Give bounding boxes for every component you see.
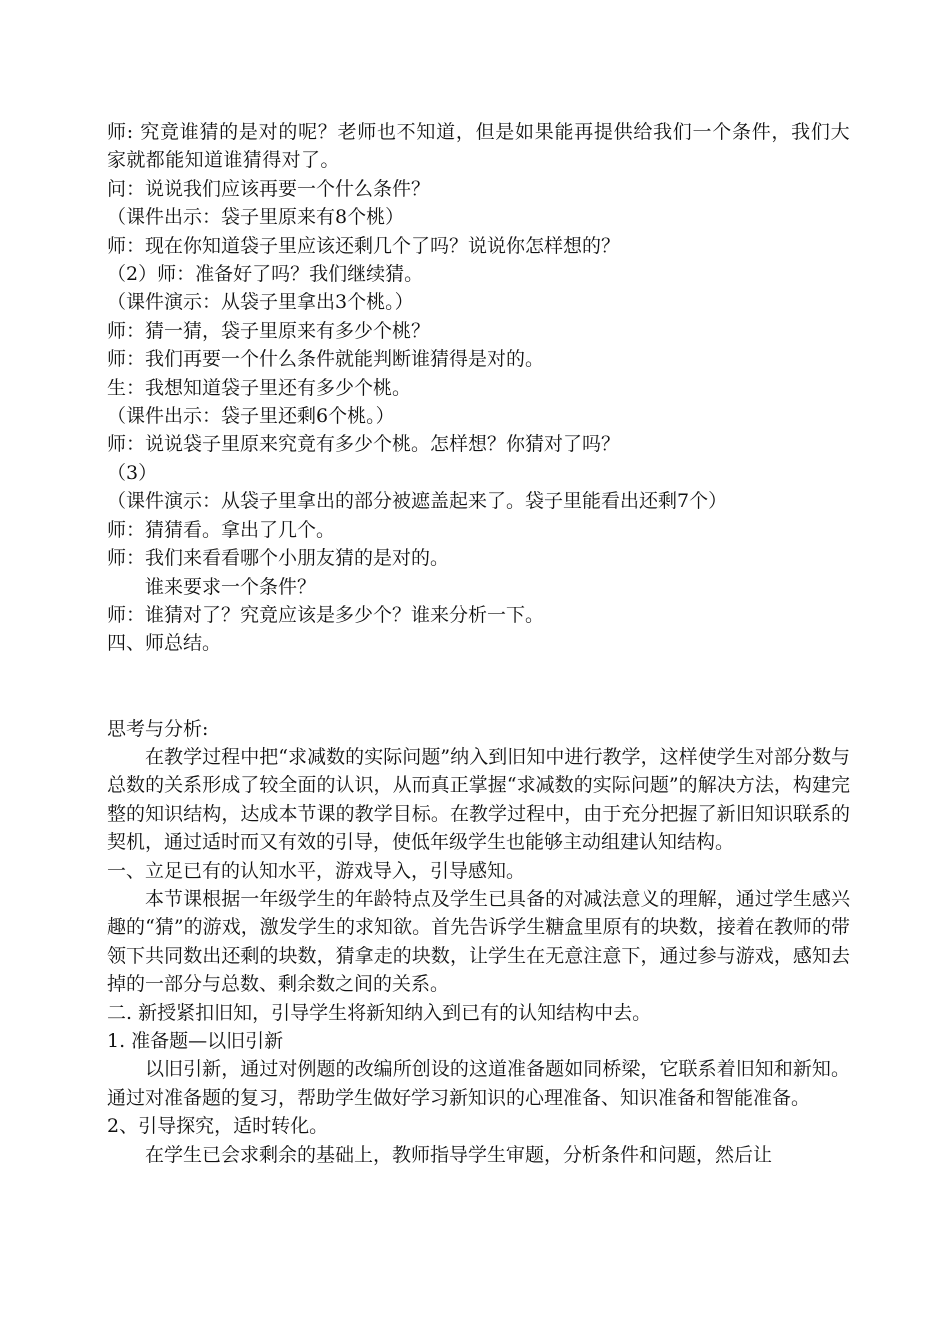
section-heading: 四、师总结。	[107, 632, 222, 655]
dialogue-line: 师：谁猜对了？究竟应该是多少个？谁来分析一下。	[107, 603, 545, 626]
dialogue-line: 师: 究竟谁猜的是对的呢？老师也不知道，但是如果能再提供给我们一个条件，我们大家就都能知道谁猜得对了。	[107, 121, 850, 172]
analysis-paragraph: 在学生已会求剩余的基础上，教师指导学生审题，分析条件和问题，然后让	[145, 1143, 773, 1166]
dialogue-line: （课件出示：袋子里原来有8个桃）	[107, 206, 405, 229]
dialogue-line: （课件出示：袋子里还剩6个桃。）	[107, 405, 395, 428]
dialogue-line: 师：现在你知道袋子里应该还剩几个了吗？说说你怎样想的？	[107, 234, 621, 257]
document-body	[107, 118, 850, 1169]
analysis-paragraph: 以旧引新，通过对例题的改编所创设的这道准备题如同桥梁，它联系着旧知和新知。通过对准备题的复习，帮助学生做好学习新知识的心理准备、知识准备和智能准备。	[107, 1058, 850, 1109]
analysis-point-title: 一、立足已有的认知水平，游戏导入，引导感知。	[107, 859, 526, 882]
blank-space	[107, 658, 850, 715]
dialogue-line: （2）师：准备好了吗？我们继续猜。	[107, 263, 424, 286]
dialogue-line: 问：说说我们应该再要一个什么条件？	[107, 177, 431, 200]
dialogue-line: （课件演示：从袋子里拿出的部分被遮盖起来了。袋子里能看出还剩7个）	[107, 490, 728, 513]
dialogue-line: 师：猜猜看。拿出了几个。	[107, 518, 336, 541]
analysis-heading: 思考与分析:	[107, 717, 209, 740]
analysis-subtitle: 1. 准备题—以旧引新	[107, 1029, 284, 1052]
dialogue-line: 师：我们再要一个什么条件就能判断谁猜得是对的。	[107, 348, 545, 371]
dialogue-line: 谁来要求一个条件？	[145, 575, 317, 598]
analysis-subtitle: 2、引导探究，适时转化。	[107, 1115, 329, 1138]
analysis-point-title: 二. 新授紧扣旧知，引导学生将新知纳入到已有的认知结构中去。	[107, 1001, 652, 1024]
dialogue-line: 师：说说袋子里原来究竟有多少个桃。怎样想？你猜对了吗？	[107, 433, 621, 456]
dialogue-line: 师：猜一猜，袋子里原来有多少个桃？	[107, 319, 431, 342]
dialogue-line: 生：我想知道袋子里还有多少个桃。	[107, 376, 412, 399]
dialogue-line: （课件演示：从袋子里拿出3个桃。）	[107, 291, 414, 314]
dialogue-line: （3）	[107, 461, 158, 484]
analysis-paragraph: 本节课根据一年级学生的年龄特点及学生已具备的对减法意义的理解，通过学生感兴趣的“猜”的游戏，激发学生的求知欲。首先告诉学生糖盒里原有的块数，接着在教师的带领下共同数出还剩的块数，猜拿走的块数，让学生在无意注意下，通过参与游戏，感知去掉的一部分与总数、剩余数之间的关系。	[107, 887, 850, 996]
dialogue-line: 师：我们来看看哪个小朋友猜的是对的。	[107, 547, 450, 570]
analysis-paragraph: 在教学过程中把“求减数的实际问题”纳入到旧知中进行教学，这样使学生对部分数与总数的关系形成了较全面的认识，从而真正掌握“求减数的实际问题”的解决方法，构建完整的知识结构，达成本节课的教学目标。在教学过程中，由于充分把握了新旧知识联系的契机，通过适时而又有效的引导，使低年级学生也能够主动组建认知结构。	[107, 745, 850, 854]
